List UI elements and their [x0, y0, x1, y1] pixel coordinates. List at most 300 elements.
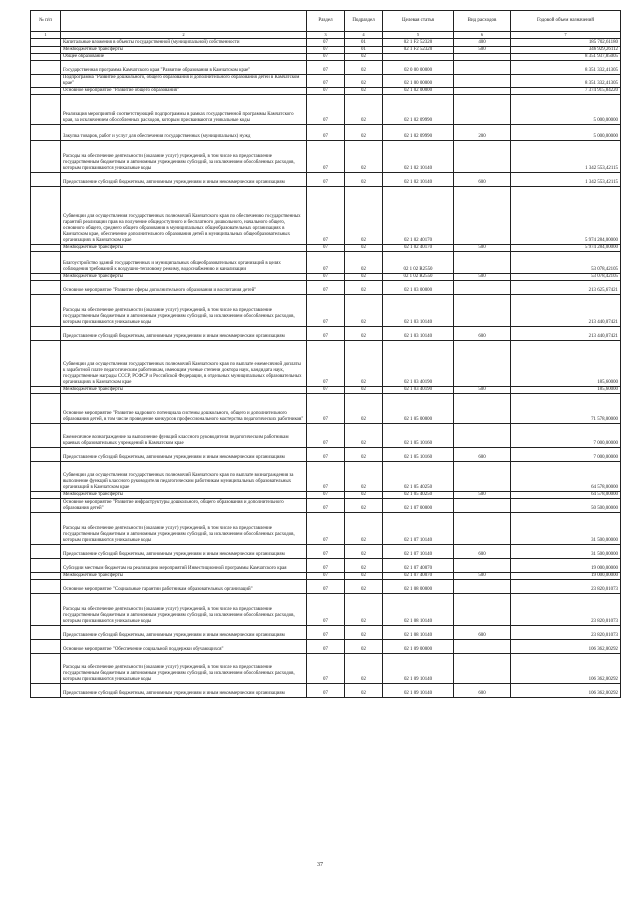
- row-amount: 8 351 937,85005: [511, 54, 621, 61]
- table-row: [31, 47, 621, 54]
- page-number: 37: [317, 862, 323, 868]
- row-target-article: 02 1 02 10140: [383, 140, 454, 172]
- row-amount: 53 078,42105: [511, 251, 621, 273]
- row-target-article: 02 1 F2 52320: [383, 39, 454, 47]
- row-number: [31, 498, 61, 512]
- row-name: Реализация мероприятий соответствующей подпрограммы в рамках государственной программы Камчатского края, за исключением обособленных расходов, которым присваиваются уникальные коды: [61, 94, 307, 124]
- row-podrazdel: 02: [345, 94, 383, 124]
- row-target-article: 02 1 03 00000: [383, 280, 454, 294]
- table-row: [31, 75, 621, 88]
- row-razdel: 07: [307, 251, 345, 273]
- row-amount: 71 578,00000: [511, 393, 621, 423]
- column-number-row: [31, 32, 621, 39]
- row-expense-type: 500: [454, 244, 511, 251]
- row-number: [31, 251, 61, 273]
- row-razdel: 07: [307, 544, 345, 558]
- budget-sheet: [30, 10, 620, 698]
- table-body: [31, 39, 621, 698]
- row-expense-type: 600: [454, 625, 511, 639]
- row-podrazdel: 02: [345, 326, 383, 340]
- row-podrazdel: 02: [345, 653, 383, 683]
- row-amount: 64 578,00000: [511, 461, 621, 491]
- row-number: [31, 294, 61, 326]
- row-name: Основное мероприятие "Развитие кадрового потенциала системы дошкольного, общего и дополнительного образования детей, в том числе проведение конкурсов профессионального мастерства педагогических работников": [61, 393, 307, 423]
- row-podrazdel: 02: [345, 340, 383, 386]
- row-podrazdel: 02: [345, 544, 383, 558]
- row-number: [31, 544, 61, 558]
- row-razdel: 07: [307, 75, 345, 88]
- row-amount: 346 929,26112: [511, 47, 621, 54]
- table-row: [31, 251, 621, 273]
- table-row: [31, 544, 621, 558]
- row-number: [31, 423, 61, 447]
- table-row: [31, 273, 621, 280]
- row-razdel: 07: [307, 326, 345, 340]
- col-number: 4: [345, 32, 383, 39]
- row-target-article: 02 1 09 10140: [383, 653, 454, 683]
- row-number: [31, 447, 61, 461]
- row-expense-type: 200: [454, 124, 511, 140]
- row-podrazdel: 02: [345, 683, 383, 697]
- row-target-article: 02 1 02 09990: [383, 124, 454, 140]
- row-razdel: 07: [307, 47, 345, 54]
- row-target-article: 02 1 08 10140: [383, 593, 454, 625]
- row-podrazdel: 01: [345, 39, 383, 47]
- row-name: Субсидии местным бюджетам на реализацию мероприятий Инвестиционной программы Камчатского края: [61, 558, 307, 572]
- row-podrazdel: 02: [345, 87, 383, 94]
- row-number: [31, 572, 61, 579]
- row-name: Межбюджетные трансферты: [61, 386, 307, 393]
- row-expense-type: [454, 61, 511, 75]
- row-expense-type: 600: [454, 447, 511, 461]
- row-amount: 106 362,00292: [511, 683, 621, 697]
- table-row: [31, 172, 621, 186]
- row-podrazdel: 02: [345, 498, 383, 512]
- row-amount: 5 974 284,00000: [511, 244, 621, 251]
- row-expense-type: 600: [454, 326, 511, 340]
- row-amount: 1 342 553,42115: [511, 140, 621, 172]
- row-name: Основное мероприятие "Социальные гарантии работникам образовательных организаций": [61, 579, 307, 593]
- row-amount: 1 342 553,42115: [511, 172, 621, 186]
- row-name: Предоставление субсидий бюджетным, автономным учреждениям и иным некоммерческим организациям: [61, 625, 307, 639]
- row-name: Субвенции для осуществления государственных полномочий Камчатского края по выплате ежемесячной доплаты к заработной плате педагогическим работникам, имеющим ученые степени доктора наук, кандидата наук, государственные награды СССР, РСФСР и Российской Федерации, в отдельных муниципальных образовательных организациях в Камчатском крае: [61, 340, 307, 386]
- row-razdel: 07: [307, 386, 345, 393]
- row-number: [31, 273, 61, 280]
- row-podrazdel: 02: [345, 579, 383, 593]
- row-expense-type: [454, 512, 511, 544]
- row-name: Предоставление субсидий бюджетным, автономным учреждениям и иным некоммерческим организациям: [61, 326, 307, 340]
- row-razdel: 07: [307, 124, 345, 140]
- row-podrazdel: 02: [345, 558, 383, 572]
- row-number: [31, 593, 61, 625]
- row-razdel: 07: [307, 498, 345, 512]
- row-target-article: 02 1 05 40250: [383, 461, 454, 491]
- row-name: Межбюджетные трансферты: [61, 273, 307, 280]
- row-amount: 213 625,67421: [511, 280, 621, 294]
- row-name: Субвенции для осуществления государственных полномочий Камчатского края по обеспечению государственных гарантий реализации прав на получение общедоступного и бесплатного дошкольного, начального общего, основного общего, среднего общего образования в муниципальных общеобразовательных организациях в Камчатском крае, обеспечение дополнительного образования детей в муниципальных общеобразовательных организациях в Камчатском крае: [61, 186, 307, 244]
- row-podrazdel: 02: [345, 280, 383, 294]
- table-row: [31, 498, 621, 512]
- row-razdel: 07: [307, 653, 345, 683]
- table-row: [31, 87, 621, 94]
- row-podrazdel: 02: [345, 124, 383, 140]
- row-razdel: 07: [307, 579, 345, 593]
- row-number: [31, 280, 61, 294]
- row-expense-type: [454, 593, 511, 625]
- row-podrazdel: 02: [345, 512, 383, 544]
- col-number: 1: [31, 32, 61, 39]
- row-expense-type: [454, 54, 511, 61]
- row-razdel: 07: [307, 54, 345, 61]
- row-name: Основное мероприятие "Обеспечение социальной поддержки обучающихся": [61, 639, 307, 653]
- table-row: [31, 683, 621, 697]
- row-name: Расходы на обеспечение деятельности (оказание услуг) учреждений, в том числе на предоставление государственным бюджетным и автономным учреждениям субсидий, за исключением обособленных расходов, которым присваиваются уникальные коды: [61, 140, 307, 172]
- row-amount: 53 078,42105: [511, 273, 621, 280]
- table-row: [31, 461, 621, 491]
- row-razdel: 07: [307, 87, 345, 94]
- table-row: [31, 294, 621, 326]
- row-razdel: 07: [307, 340, 345, 386]
- row-podrazdel: 02: [345, 75, 383, 88]
- row-amount: 185,60000: [511, 386, 621, 393]
- table-row: [31, 593, 621, 625]
- row-razdel: 07: [307, 593, 345, 625]
- row-amount: 19 000,00000: [511, 558, 621, 572]
- budget-table: [30, 10, 621, 698]
- row-podrazdel: 02: [345, 423, 383, 447]
- table-row: [31, 140, 621, 172]
- row-number: [31, 393, 61, 423]
- row-target-article: 02 1 02 10140: [383, 172, 454, 186]
- header-num: № п/п: [31, 11, 61, 32]
- row-razdel: 07: [307, 683, 345, 697]
- row-number: [31, 244, 61, 251]
- col-number: 3: [307, 32, 345, 39]
- row-razdel: 07: [307, 558, 345, 572]
- row-expense-type: 500: [454, 47, 511, 54]
- table-row: [31, 653, 621, 683]
- row-razdel: 07: [307, 172, 345, 186]
- table-row: [31, 340, 621, 386]
- row-target-article: 02 1 03 40190: [383, 340, 454, 386]
- row-razdel: 07: [307, 273, 345, 280]
- row-amount: 23 820,01073: [511, 579, 621, 593]
- table-row: [31, 386, 621, 393]
- row-name: Предоставление субсидий бюджетным, автономным учреждениям и иным некоммерческим организациям: [61, 172, 307, 186]
- table-row: [31, 423, 621, 447]
- row-razdel: 07: [307, 39, 345, 47]
- row-amount: 31 500,00000: [511, 512, 621, 544]
- row-expense-type: [454, 186, 511, 244]
- row-target-article: 02 1 00 00000: [383, 75, 454, 88]
- table-row: [31, 326, 621, 340]
- col-number: 5: [383, 32, 454, 39]
- row-number: [31, 87, 61, 94]
- row-name: Межбюджетные трансферты: [61, 244, 307, 251]
- table-row: [31, 39, 621, 47]
- row-target-article: 02 1 02 40170: [383, 244, 454, 251]
- row-number: [31, 625, 61, 639]
- row-name: Межбюджетные трансферты: [61, 491, 307, 498]
- row-amount: 5 974 284,00000: [511, 186, 621, 244]
- row-amount: 19 000,00000: [511, 572, 621, 579]
- table-row: [31, 491, 621, 498]
- row-target-article: 02 1 07 00000: [383, 498, 454, 512]
- row-expense-type: [454, 579, 511, 593]
- row-number: [31, 140, 61, 172]
- row-amount: 5 000,00000: [511, 94, 621, 124]
- row-target-article: 02 1 07 40070: [383, 558, 454, 572]
- row-podrazdel: 02: [345, 461, 383, 491]
- row-expense-type: [454, 251, 511, 273]
- row-target-article: 02 1 F2 52320: [383, 47, 454, 54]
- row-expense-type: [454, 75, 511, 88]
- row-razdel: 07: [307, 461, 345, 491]
- row-name: Межбюджетные трансферты: [61, 572, 307, 579]
- row-number: [31, 124, 61, 140]
- row-expense-type: [454, 393, 511, 423]
- row-name: Благоустройство зданий государственных и муниципальных общеобразовательных организаций в целях соблюдения требований к воздушно-тепловому режиму, водоснабжению и канализации: [61, 251, 307, 273]
- row-razdel: 07: [307, 186, 345, 244]
- row-expense-type: 600: [454, 172, 511, 186]
- row-amount: 106 362,00292: [511, 639, 621, 653]
- row-razdel: 07: [307, 61, 345, 75]
- row-podrazdel: 02: [345, 61, 383, 75]
- row-expense-type: [454, 94, 511, 124]
- row-razdel: 07: [307, 447, 345, 461]
- row-podrazdel: 02: [345, 639, 383, 653]
- row-number: [31, 94, 61, 124]
- row-name: Межбюджетные трансферты: [61, 47, 307, 54]
- row-razdel: 07: [307, 423, 345, 447]
- col-number: 2: [61, 32, 307, 39]
- row-amount: 31 500,00000: [511, 544, 621, 558]
- row-name: Общее образование: [61, 54, 307, 61]
- row-podrazdel: 01: [345, 47, 383, 54]
- row-expense-type: [454, 87, 511, 94]
- table-row: [31, 639, 621, 653]
- row-name: Закупка товаров, работ и услуг для обеспечения государственных (муниципальных) нужд: [61, 124, 307, 140]
- row-amount: 185,60000: [511, 340, 621, 386]
- row-name: Предоставление субсидий бюджетным, автономным учреждениям и иным некоммерческим организациям: [61, 683, 307, 697]
- row-target-article: 02 1 02 40170: [383, 186, 454, 244]
- row-target-article: 02 1 03 40190: [383, 386, 454, 393]
- row-expense-type: 600: [454, 544, 511, 558]
- row-expense-type: 500: [454, 572, 511, 579]
- row-expense-type: 400: [454, 39, 511, 47]
- row-podrazdel: 02: [345, 244, 383, 251]
- row-number: [31, 512, 61, 544]
- row-razdel: 07: [307, 294, 345, 326]
- table-row: [31, 625, 621, 639]
- row-number: [31, 186, 61, 244]
- row-amount: 213 440,07421: [511, 326, 621, 340]
- row-podrazdel: 02: [345, 572, 383, 579]
- row-number: [31, 639, 61, 653]
- row-name: Государственная программа Камчатского края "Развитие образования в Камчатском крае": [61, 61, 307, 75]
- row-name: Расходы на обеспечение деятельности (оказание услуг) учреждений, в том числе на предоставление государственным бюджетным и автономным учреждениям субсидий, за исключением обособленных расходов, которым присваиваются уникальные коды: [61, 593, 307, 625]
- row-name: Расходы на обеспечение деятельности (оказание услуг) учреждений, в том числе на предоставление государственным бюджетным и автономным учреждениям субсидий, за исключением обособленных расходов, которым присваиваются уникальные коды: [61, 512, 307, 544]
- row-name: Капитальные вложения в объекты государственной (муниципальной) собственности: [61, 39, 307, 47]
- row-target-article: 02 1 08 00000: [383, 579, 454, 593]
- row-target-article: 02 1 09 00000: [383, 639, 454, 653]
- row-razdel: 07: [307, 491, 345, 498]
- row-number: [31, 75, 61, 88]
- row-amount: 185 702,61180: [511, 39, 621, 47]
- row-name: Расходы на обеспечение деятельности (оказание услуг) учреждений, в том числе на предоставление государственным бюджетным и автономным учреждениям субсидий, за исключением обособленных расходов, которым присваиваются уникальные коды: [61, 653, 307, 683]
- row-target-article: 02 1 05 10160: [383, 423, 454, 447]
- row-target-article: 02 0 00 00000: [383, 61, 454, 75]
- row-number: [31, 683, 61, 697]
- header-podrazdel: Подраздел: [345, 11, 383, 32]
- row-target-article: 02 1 05 40250: [383, 491, 454, 498]
- row-podrazdel: 02: [345, 393, 383, 423]
- row-name: Предоставление субсидий бюджетным, автономным учреждениям и иным некоммерческим организациям: [61, 544, 307, 558]
- row-amount: 5 000,00000: [511, 124, 621, 140]
- table-row: [31, 447, 621, 461]
- header-row: [31, 11, 621, 32]
- table-row: [31, 244, 621, 251]
- row-expense-type: 600: [454, 683, 511, 697]
- row-target-article: 02 1 05 00000: [383, 393, 454, 423]
- row-razdel: 07: [307, 625, 345, 639]
- table-row: [31, 54, 621, 61]
- row-name: Ежемесячное вознаграждение за выполнение функций классного руководителя педагогическим работникам краевых образовательных учреждений в Камчатском крае: [61, 423, 307, 447]
- table-row: [31, 572, 621, 579]
- row-expense-type: 500: [454, 273, 511, 280]
- table-row: [31, 186, 621, 244]
- row-name: Основное мероприятие "Развитие общего образования": [61, 87, 307, 94]
- row-expense-type: [454, 294, 511, 326]
- table-row: [31, 124, 621, 140]
- row-amount: 23 820,01073: [511, 625, 621, 639]
- row-expense-type: [454, 140, 511, 172]
- row-name: Расходы на обеспечение деятельности (оказание услуг) учреждений, в том числе на предоставление государственным бюджетным и автономным учреждениям субсидий, за исключением обособленных расходов, которым присваиваются уникальные коды: [61, 294, 307, 326]
- row-amount: 50 500,00000: [511, 498, 621, 512]
- row-expense-type: [454, 498, 511, 512]
- table-row: [31, 94, 621, 124]
- row-expense-type: [454, 340, 511, 386]
- row-expense-type: [454, 280, 511, 294]
- row-name: Субвенции для осуществления государственных полномочий Камчатского края по выплате вознаграждения за выполнение функций классного руководителя педагогическим работникам муниципальных образовательных организаций в Камчатском крае: [61, 461, 307, 491]
- row-number: [31, 340, 61, 386]
- row-name: Подпрограмма "Развитие дошкольного, общего образования и дополнительного образования детей в Камчатском крае": [61, 75, 307, 88]
- table-row: [31, 512, 621, 544]
- row-target-article: 02 1 07 10140: [383, 512, 454, 544]
- row-number: [31, 558, 61, 572]
- row-amount: 8 351 332,41305: [511, 75, 621, 88]
- row-name: Предоставление субсидий бюджетным, автономным учреждениям и иным некоммерческим организациям: [61, 447, 307, 461]
- row-podrazdel: 02: [345, 251, 383, 273]
- row-target-article: [383, 54, 454, 61]
- row-target-article: 02 1 03 10140: [383, 326, 454, 340]
- row-razdel: 07: [307, 639, 345, 653]
- table-row: [31, 61, 621, 75]
- row-number: [31, 47, 61, 54]
- row-razdel: 07: [307, 244, 345, 251]
- row-target-article: 02 1 08 10140: [383, 625, 454, 639]
- row-name: Основное мероприятие "Развитие инфраструктуры дошкольного, общего образования и дополнительного образования детей": [61, 498, 307, 512]
- row-number: [31, 386, 61, 393]
- row-number: [31, 491, 61, 498]
- row-number: [31, 653, 61, 683]
- row-amount: 64 578,00000: [511, 491, 621, 498]
- header-expense-type: Вид расходов: [454, 11, 511, 32]
- row-razdel: 07: [307, 280, 345, 294]
- row-expense-type: [454, 653, 511, 683]
- row-number: [31, 39, 61, 47]
- table-row: [31, 558, 621, 572]
- row-podrazdel: 02: [345, 186, 383, 244]
- col-number: 6: [454, 32, 511, 39]
- row-podrazdel: 02: [345, 140, 383, 172]
- row-name: Основное мероприятие "Развитие сферы дополнительного образования и воспитания детей": [61, 280, 307, 294]
- row-razdel: 07: [307, 572, 345, 579]
- row-razdel: 07: [307, 94, 345, 124]
- row-podrazdel: 02: [345, 54, 383, 61]
- row-target-article: 02 1 02 09990: [383, 94, 454, 124]
- row-amount: 8 351 332,41305: [511, 61, 621, 75]
- row-podrazdel: 02: [345, 294, 383, 326]
- row-target-article: 02 1 09 10140: [383, 683, 454, 697]
- row-razdel: 07: [307, 393, 345, 423]
- row-podrazdel: 02: [345, 273, 383, 280]
- row-expense-type: [454, 423, 511, 447]
- row-amount: 7 000,00000: [511, 423, 621, 447]
- row-expense-type: [454, 639, 511, 653]
- row-expense-type: 500: [454, 386, 511, 393]
- table-row: [31, 280, 621, 294]
- row-expense-type: [454, 558, 511, 572]
- row-target-article: 02 1 03 10140: [383, 294, 454, 326]
- header-name: [61, 11, 307, 32]
- row-podrazdel: 02: [345, 491, 383, 498]
- row-number: [31, 172, 61, 186]
- row-amount: 106 362,00292: [511, 653, 621, 683]
- row-number: [31, 461, 61, 491]
- row-amount: 213 440,07421: [511, 294, 621, 326]
- row-target-article: 02 1 02 00000: [383, 87, 454, 94]
- row-podrazdel: 02: [345, 625, 383, 639]
- header-annual-amount: Годовой объем назначений: [511, 11, 621, 32]
- table-row: [31, 393, 621, 423]
- row-expense-type: [454, 461, 511, 491]
- row-target-article: 02 1 07 40070: [383, 572, 454, 579]
- row-target-article: 02 1 05 10160: [383, 447, 454, 461]
- row-amount: 7 000,00000: [511, 447, 621, 461]
- row-expense-type: 500: [454, 491, 511, 498]
- row-amount: 23 820,01073: [511, 593, 621, 625]
- row-razdel: 07: [307, 140, 345, 172]
- row-number: [31, 326, 61, 340]
- row-number: [31, 61, 61, 75]
- row-target-article: 02 1 02 R2550: [383, 251, 454, 273]
- header-razdel: Раздел: [307, 11, 345, 32]
- row-podrazdel: 02: [345, 447, 383, 461]
- col-number: 7: [511, 32, 621, 39]
- header-target-article: Целевая статья: [383, 11, 454, 32]
- row-amount: 7 374 915,84220: [511, 87, 621, 94]
- table-row: [31, 579, 621, 593]
- row-number: [31, 54, 61, 61]
- row-podrazdel: 02: [345, 386, 383, 393]
- row-podrazdel: 02: [345, 593, 383, 625]
- row-target-article: 02 1 07 10140: [383, 544, 454, 558]
- row-number: [31, 579, 61, 593]
- row-razdel: 07: [307, 512, 345, 544]
- row-podrazdel: 02: [345, 172, 383, 186]
- row-target-article: 02 1 02 R2550: [383, 273, 454, 280]
